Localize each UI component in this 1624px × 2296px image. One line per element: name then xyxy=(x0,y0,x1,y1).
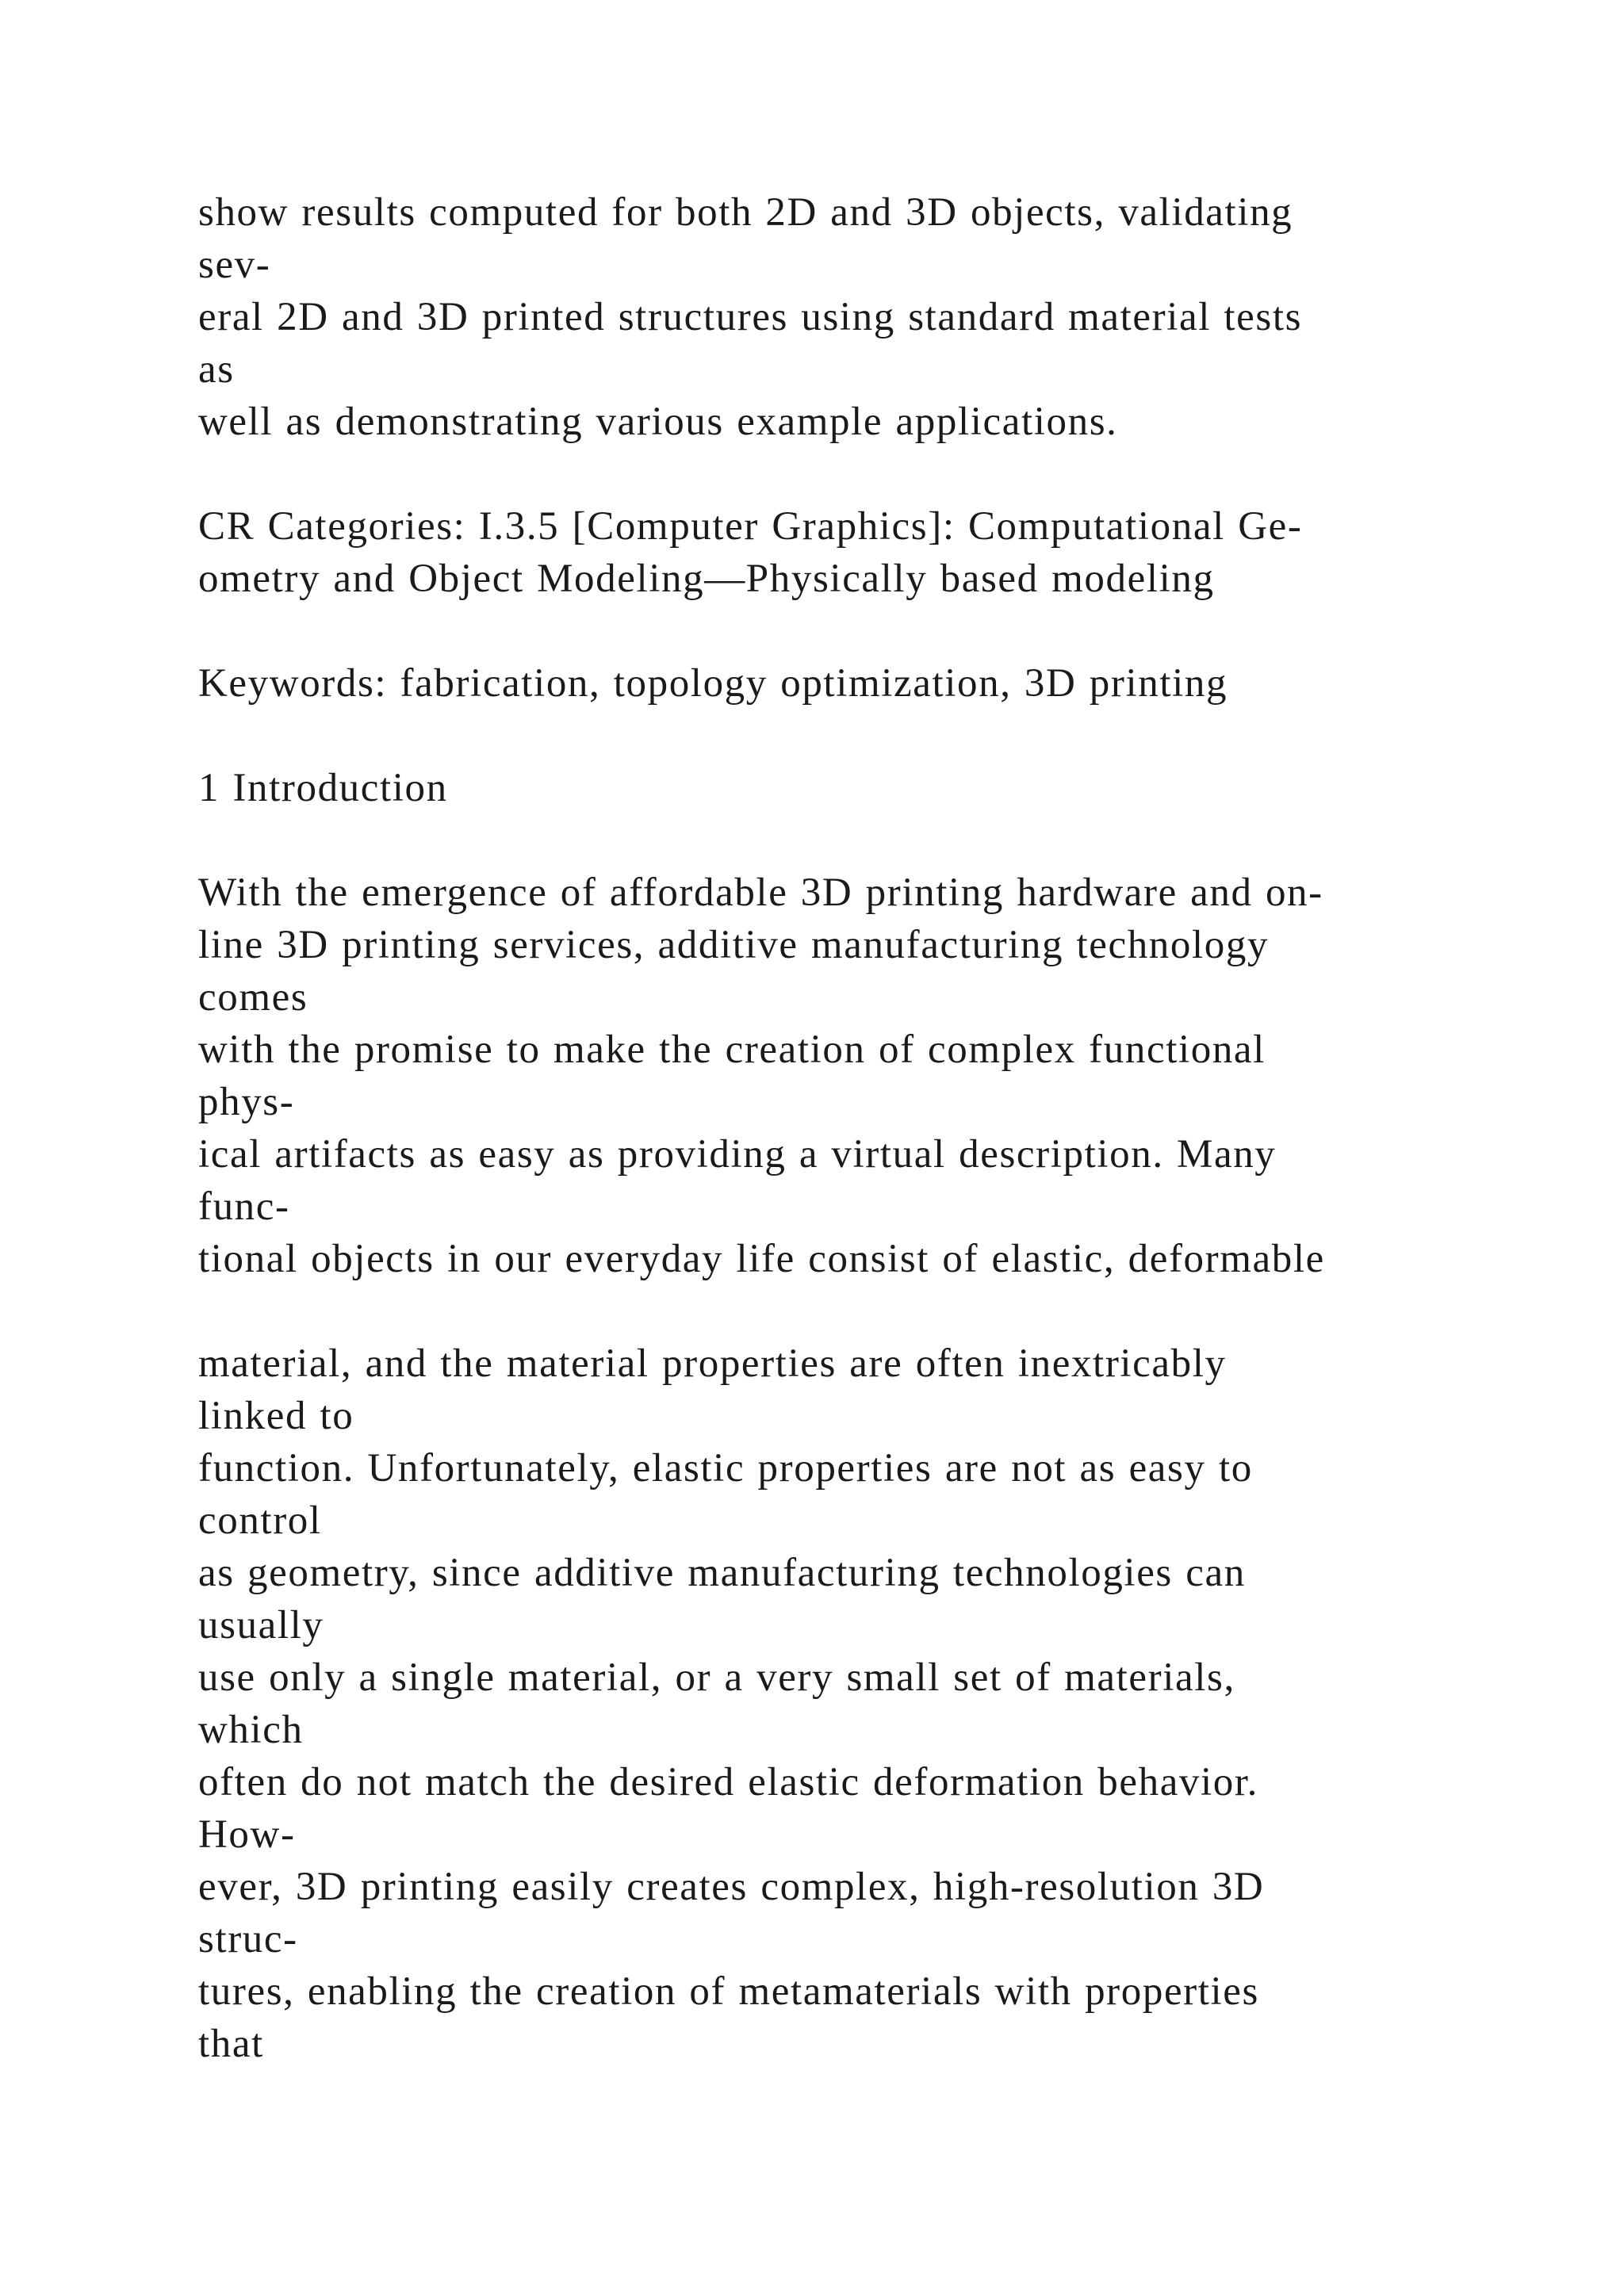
keywords-line: Keywords: fabrication, topology optimization, 3D printing xyxy=(198,661,1228,706)
intro-line: tional objects in our everyday life consist of elastic, deformable xyxy=(198,1237,1325,1281)
intro-line: ever, 3D printing easily creates complex, high-resolution 3D xyxy=(198,1865,1265,1909)
intro-line: that xyxy=(198,2022,264,2066)
intro-line: which xyxy=(198,1708,304,1752)
abstract-line: well as demonstrating various example applications. xyxy=(198,400,1118,444)
intro-line: with the promise to make the creation of complex functional xyxy=(198,1027,1266,1072)
blank-line xyxy=(198,605,1546,657)
intro-line: use only a single material, or a very small set of materials, xyxy=(198,1655,1235,1700)
section-heading: 1 Introduction xyxy=(198,766,448,810)
intro-line: control xyxy=(198,1498,322,1543)
abstract-line: as xyxy=(198,347,235,392)
intro-line: line 3D printing services, additive manufacturing technology xyxy=(198,923,1270,967)
intro-line: usually xyxy=(198,1603,324,1647)
abstract-line: sev- xyxy=(198,243,271,287)
blank-line xyxy=(198,1285,1546,1337)
blank-line xyxy=(198,448,1546,500)
intro-line: With the emergence of affordable 3D printing hardware and on- xyxy=(198,871,1323,915)
intro-line: function. Unfortunately, elastic properties are not as easy to xyxy=(198,1446,1253,1490)
intro-line: How- xyxy=(198,1812,296,1857)
cr-categories-line: CR Categories: I.3.5 [Computer Graphics]: Computational Ge- xyxy=(198,504,1303,549)
intro-line: linked to xyxy=(198,1394,354,1438)
intro-line: comes xyxy=(198,975,308,1020)
abstract-line: show results computed for both 2D and 3D objects, validating xyxy=(198,190,1293,235)
intro-line: often do not match the desired elastic deformation behavior. xyxy=(198,1760,1259,1804)
intro-line: phys- xyxy=(198,1080,295,1124)
intro-line: ical artifacts as easy as providing a virtual description. Many xyxy=(198,1132,1277,1177)
abstract-line: eral 2D and 3D printed structures using standard material tests xyxy=(198,295,1303,339)
intro-line: func- xyxy=(198,1184,290,1229)
intro-line: struc- xyxy=(198,1917,298,1961)
blank-line xyxy=(198,710,1546,762)
intro-line: as geometry, since additive manufacturing technologies can xyxy=(198,1551,1246,1595)
document-text xyxy=(198,186,1546,2070)
cr-categories-line: ometry and Object Modeling—Physically based modeling xyxy=(198,557,1215,601)
blank-line xyxy=(198,814,1546,867)
intro-line: tures, enabling the creation of metamaterials with properties xyxy=(198,1969,1259,2014)
intro-line: material, and the material properties are often inextricably xyxy=(198,1341,1227,1386)
